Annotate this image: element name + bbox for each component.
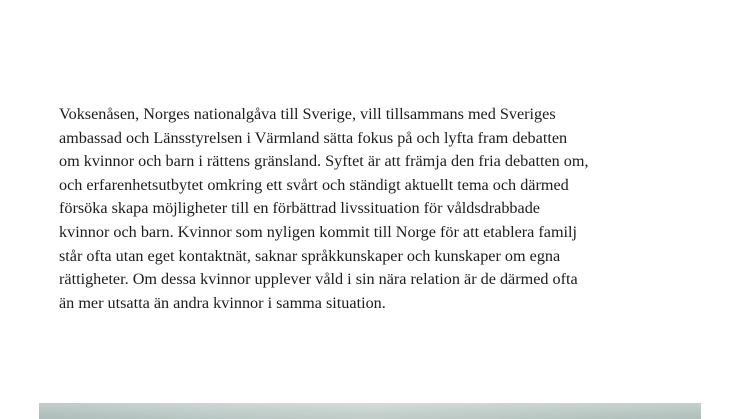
paragraph-line: om kvinnor och barn i rättens gränsland. Syftet är att främja den fria debatten om, bbox=[59, 152, 589, 171]
paragraph-line: Voksenåsen, Norges nationalgåva till Sverige, vill tillsammans med Sveriges bbox=[59, 105, 556, 123]
image-haze-overlay bbox=[39, 403, 701, 419]
article-paragraph bbox=[59, 103, 709, 315]
paragraph-line: och erfarenhetsutbytet omkring ett svårt och ständigt aktuellt tema och därmed bbox=[59, 175, 569, 194]
hero-image bbox=[39, 403, 701, 419]
paragraph-line: än mer utsatta än andra kvinnor i samma situation. bbox=[59, 293, 386, 312]
paragraph-line: ambassad och Länsstyrelsen i Värmland sätta fokus på och lyfta fram debatten bbox=[59, 128, 568, 147]
paragraph-line: rättigheter. Om dessa kvinnor upplever våld i sin nära relation är de därmed ofta bbox=[59, 270, 578, 289]
paragraph-line: försöka skapa möjligheter till en förbättrad livssituation för våldsdrabbade bbox=[59, 199, 540, 218]
paragraph-line: kvinnor och barn. Kvinnor som nyligen kommit till Norge för att etablera familj bbox=[59, 222, 578, 241]
paragraph-line: står ofta utan eget kontaktnät, saknar språkkunskaper och kunskaper om egna bbox=[59, 246, 561, 265]
